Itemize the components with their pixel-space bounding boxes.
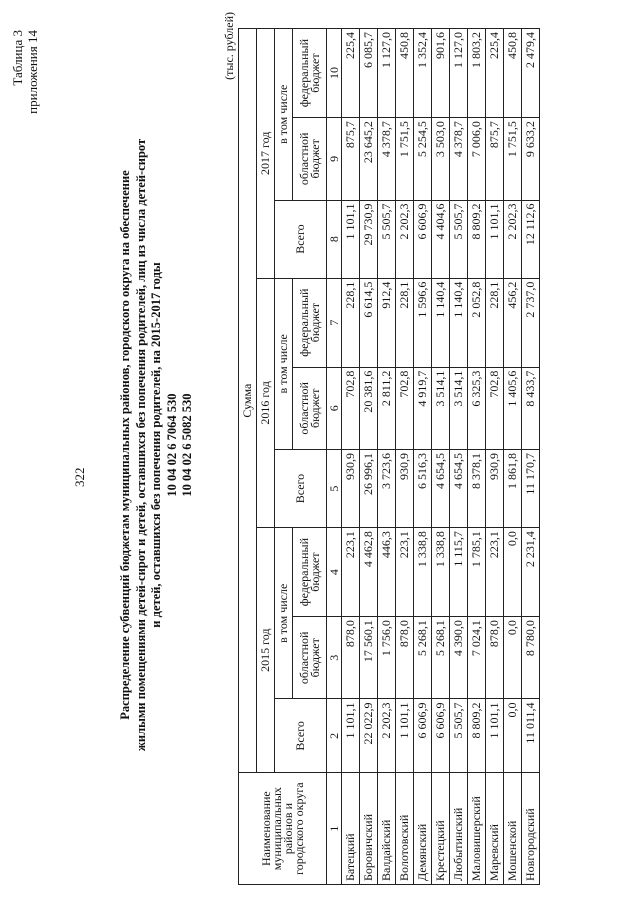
amount-cell: 4 378,7	[450, 118, 468, 200]
amount-cell: 1 101,1	[342, 200, 360, 278]
amount-cell: 875,7	[486, 118, 504, 200]
amount-cell: 223,1	[486, 528, 504, 617]
amount-cell: 446,3	[378, 528, 396, 617]
amount-cell: 1 751,5	[504, 118, 522, 200]
table-row	[450, 29, 468, 885]
table-row	[414, 29, 432, 885]
amount-cell: 1 785,1	[468, 528, 486, 617]
column-number: 4	[327, 528, 342, 617]
title-line: и детей, оставшихся без попечения родителей, на 2015-2017 годы	[149, 262, 163, 628]
district-name: Боровичский	[360, 773, 378, 885]
district-name: Любытинский	[450, 773, 468, 885]
amount-cell: 8 780,0	[522, 617, 540, 699]
table-row	[342, 29, 360, 885]
amount-cell: 4 462,8	[360, 528, 378, 617]
amount-cell: 12 112,6	[522, 200, 540, 278]
page-number: 322	[72, 467, 87, 487]
table-number: Таблица 3	[10, 30, 25, 86]
amount-cell: 702,8	[486, 367, 504, 449]
amount-cell: 5 505,7	[378, 200, 396, 278]
column-number: 2	[327, 699, 342, 773]
table-row	[396, 29, 414, 885]
table-row	[378, 29, 396, 885]
table-row	[432, 29, 450, 885]
amount-cell: 4 919,7	[414, 367, 432, 449]
column-number: 8	[327, 200, 342, 278]
budget-code: 10 04 02 6 5082 530	[180, 393, 194, 497]
amount-cell: 930,9	[486, 450, 504, 528]
amount-cell: 878,0	[396, 617, 414, 699]
amount-cell: 912,4	[378, 278, 396, 367]
document-title	[118, 95, 196, 795]
column-numbers-row	[327, 29, 342, 885]
amount-cell: 2 479,4	[522, 29, 540, 118]
amount-cell: 3 514,1	[432, 367, 450, 449]
amount-cell: 17 560,1	[360, 617, 378, 699]
amount-cell: 7 006,0	[468, 118, 486, 200]
column-number: 3	[327, 617, 342, 699]
amount-cell: 8 809,2	[468, 699, 486, 773]
district-name: Новгородский	[522, 773, 540, 885]
amount-cell: 0,0	[504, 699, 522, 773]
amount-cell: 26 996,1	[360, 450, 378, 528]
amount-cell: 1 803,2	[468, 29, 486, 118]
amount-cell: 6 614,5	[360, 278, 378, 367]
amount-cell: 450,8	[396, 29, 414, 118]
amount-cell: 22 022,9	[360, 699, 378, 773]
amount-cell: 878,0	[342, 617, 360, 699]
amount-cell: 8 809,2	[468, 200, 486, 278]
amount-cell: 7 024,1	[468, 617, 486, 699]
amount-cell: 1 338,8	[414, 528, 432, 617]
amount-cell: 4 404,6	[432, 200, 450, 278]
units-label: (тыс. рублей)	[222, 12, 236, 80]
amount-cell: 702,8	[342, 367, 360, 449]
table-label	[10, 30, 40, 114]
amount-cell: 1 352,4	[414, 29, 432, 118]
header-sum: Сумма	[239, 29, 257, 773]
amount-cell: 5 268,1	[432, 617, 450, 699]
amount-cell: 878,0	[486, 617, 504, 699]
header-incl: в том числе	[275, 278, 293, 449]
appendix-label: приложения 14	[25, 30, 40, 114]
amount-cell: 2 811,2	[378, 367, 396, 449]
subsidy-table	[238, 28, 540, 885]
amount-cell: 8 378,1	[468, 450, 486, 528]
district-name: Валдайский	[378, 773, 396, 885]
amount-cell: 5 505,7	[450, 699, 468, 773]
amount-cell: 2 052,8	[468, 278, 486, 367]
amount-cell: 9 633,2	[522, 118, 540, 200]
header-federal: федеральный бюджет	[293, 528, 327, 617]
header-federal: федеральный бюджет	[293, 278, 327, 367]
amount-cell: 1 140,4	[450, 278, 468, 367]
amount-cell: 930,9	[342, 450, 360, 528]
amount-cell: 1 861,8	[504, 450, 522, 528]
amount-cell: 228,1	[342, 278, 360, 367]
header-federal: федеральный бюджет	[293, 29, 327, 118]
amount-cell: 6 516,3	[414, 450, 432, 528]
amount-cell: 6 606,9	[414, 699, 432, 773]
amount-cell: 1 127,0	[378, 29, 396, 118]
district-name: Крестецкий	[432, 773, 450, 885]
amount-cell: 223,1	[396, 528, 414, 617]
amount-cell: 2 202,3	[378, 699, 396, 773]
column-number: 6	[327, 367, 342, 449]
column-number: 9	[327, 118, 342, 200]
amount-cell: 1 115,7	[450, 528, 468, 617]
amount-cell: 6 325,3	[468, 367, 486, 449]
amount-cell: 1 140,4	[432, 278, 450, 367]
budget-code: 10 04 02 6 7064 530	[164, 393, 179, 497]
amount-cell: 1 101,1	[486, 200, 504, 278]
amount-cell: 29 730,9	[360, 200, 378, 278]
amount-cell: 901,6	[432, 29, 450, 118]
amount-cell: 1 405,6	[504, 367, 522, 449]
amount-cell: 1 101,1	[396, 699, 414, 773]
amount-cell: 6 085,7	[360, 29, 378, 118]
amount-cell: 3 514,1	[450, 367, 468, 449]
amount-cell: 3 503,0	[432, 118, 450, 200]
amount-cell: 450,8	[504, 29, 522, 118]
amount-cell: 702,8	[396, 367, 414, 449]
amount-cell: 5 268,1	[414, 617, 432, 699]
amount-cell: 1 751,5	[396, 118, 414, 200]
amount-cell: 2 202,3	[396, 200, 414, 278]
amount-cell: 2 231,4	[522, 528, 540, 617]
table-row	[468, 29, 486, 885]
amount-cell: 1 596,6	[414, 278, 432, 367]
amount-cell: 930,9	[396, 450, 414, 528]
amount-cell: 6 606,9	[414, 200, 432, 278]
table-row	[504, 29, 522, 885]
table-row	[486, 29, 504, 885]
title-line: Распределение субвенций бюджетам муниципальных районов, городского округа на обеспечение	[118, 170, 132, 720]
amount-cell: 6 606,9	[432, 699, 450, 773]
amount-cell: 1 101,1	[342, 699, 360, 773]
district-name: Демянский	[414, 773, 432, 885]
amount-cell: 1 338,8	[432, 528, 450, 617]
table-body	[342, 29, 540, 885]
district-name: Маревский	[486, 773, 504, 885]
amount-cell: 5 254,5	[414, 118, 432, 200]
amount-cell: 4 378,7	[378, 118, 396, 200]
amount-cell: 2 737,0	[522, 278, 540, 367]
amount-cell: 1 101,1	[486, 699, 504, 773]
amount-cell: 1 127,0	[450, 29, 468, 118]
amount-cell: 2 202,3	[504, 200, 522, 278]
header-name: Наименование муниципальных районов и городского округа	[239, 773, 327, 885]
table-row	[360, 29, 378, 885]
header-total: Всего	[275, 699, 327, 773]
header-regional: областной бюджет	[293, 617, 327, 699]
amount-cell: 228,1	[396, 278, 414, 367]
amount-cell: 225,4	[342, 29, 360, 118]
header-year-2016: 2016 год	[257, 278, 275, 527]
amount-cell: 228,1	[486, 278, 504, 367]
amount-cell: 223,1	[342, 528, 360, 617]
amount-cell: 5 505,7	[450, 200, 468, 278]
header-year-2015: 2015 год	[257, 528, 275, 773]
amount-cell: 4 654,5	[450, 450, 468, 528]
header-total: Всего	[275, 450, 327, 528]
table-row	[522, 29, 540, 885]
amount-cell: 11 011,4	[522, 699, 540, 773]
amount-cell: 20 381,6	[360, 367, 378, 449]
district-name: Батецкий	[342, 773, 360, 885]
district-name: Маловишерский	[468, 773, 486, 885]
amount-cell: 1 756,0	[378, 617, 396, 699]
header-incl: в том числе	[275, 528, 293, 699]
header-regional: областной бюджет	[293, 118, 327, 200]
header-total: Всего	[275, 200, 327, 278]
column-number: 10	[327, 29, 342, 118]
amount-cell: 0,0	[504, 528, 522, 617]
amount-cell: 0,0	[504, 617, 522, 699]
column-number: 5	[327, 450, 342, 528]
amount-cell: 4 654,5	[432, 450, 450, 528]
title-line: жилыми помещениями детей-сирот и детей, оставшихся без попечения родителей, лиц из числа детей-сирот	[133, 138, 148, 752]
amount-cell: 456,2	[504, 278, 522, 367]
amount-cell: 225,4	[486, 29, 504, 118]
amount-cell: 3 723,6	[378, 450, 396, 528]
amount-cell: 23 645,2	[360, 118, 378, 200]
column-number: 7	[327, 278, 342, 367]
header-year-2017: 2017 год	[257, 29, 275, 279]
amount-cell: 11 170,7	[522, 450, 540, 528]
header-regional: областной бюджет	[293, 367, 327, 449]
amount-cell: 875,7	[342, 118, 360, 200]
header-incl: в том числе	[275, 29, 293, 201]
district-name: Мошенской	[504, 773, 522, 885]
district-name: Волотовский	[396, 773, 414, 885]
amount-cell: 8 433,7	[522, 367, 540, 449]
amount-cell: 4 390,0	[450, 617, 468, 699]
column-number: 1	[327, 773, 342, 885]
